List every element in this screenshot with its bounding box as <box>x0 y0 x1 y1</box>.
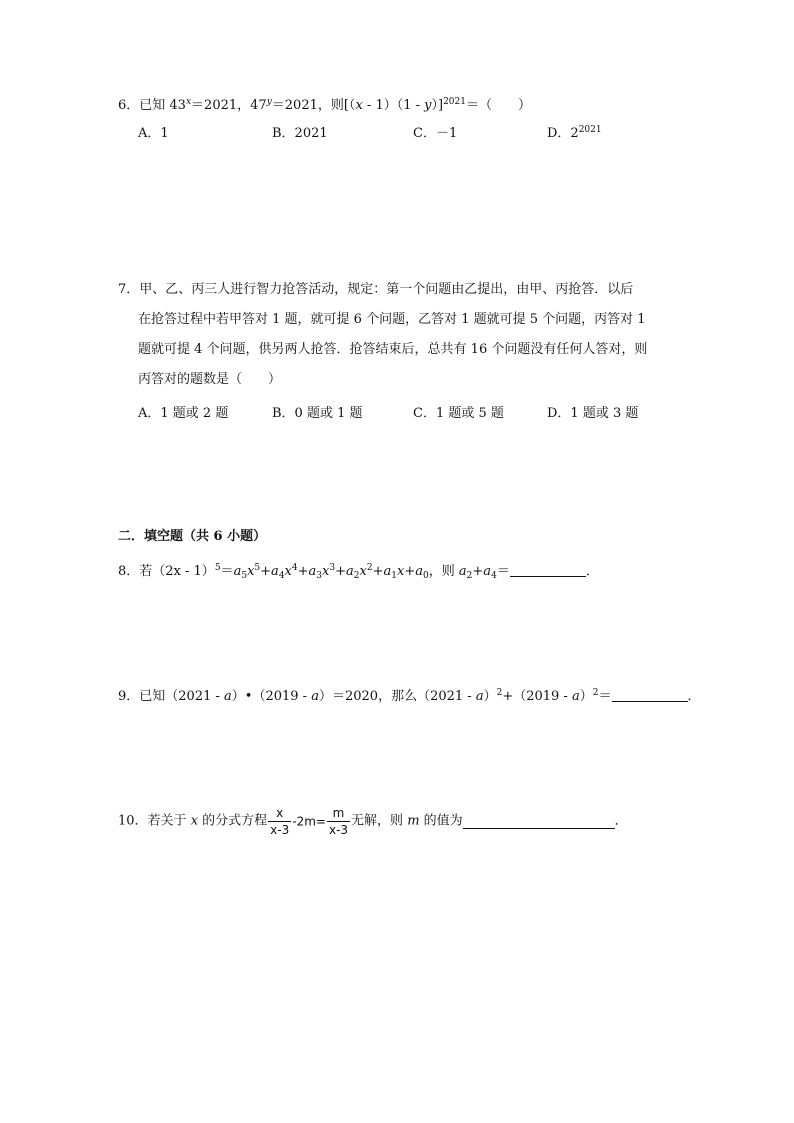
q6-text-mid1: ＝2021，47 <box>191 98 267 113</box>
q8-var-x: x <box>359 564 367 579</box>
q10-period: ． <box>614 813 628 829</box>
q10-text: -2m= <box>292 814 326 829</box>
fraction-numerator: m <box>327 806 350 822</box>
q10-var-m: m <box>407 813 420 829</box>
q6-option-d-exponent: 2021 <box>578 125 602 135</box>
question-7-line-1 <box>118 281 633 299</box>
answer-blank[interactable] <box>463 815 615 829</box>
question-8 <box>118 563 599 581</box>
q8-subscript: 0 <box>423 571 429 581</box>
q8-plus: + <box>404 564 416 579</box>
question-number: 7． <box>118 282 140 297</box>
question-number: 6． <box>118 98 140 113</box>
q8-subscript: 1 <box>391 571 397 581</box>
q9-exponent: 2 <box>496 688 503 698</box>
q10-text: 的分式方程 <box>198 813 268 829</box>
section-heading: 二．填空题（共 6 小题） <box>118 529 267 544</box>
question-7-line-2: 在抢答过程中若甲答对 1 题，就可提 6 个问题，乙答对 1 题就可提 5 个问题，丙答对 1 <box>138 312 646 327</box>
q8-equals: ＝ <box>496 564 510 579</box>
q8-coef-a: a <box>415 564 424 579</box>
q10-text: 若关于 <box>147 813 191 829</box>
q6-var-x: x <box>355 98 363 113</box>
q8-subscript: 3 <box>316 571 323 581</box>
q8-plus: + <box>260 564 272 579</box>
q8-coef-a: a <box>271 564 279 579</box>
q8-plus: + <box>472 564 484 579</box>
q10-text: 无解，则 <box>351 813 408 829</box>
q8-coef-a: a <box>346 564 354 579</box>
q8-exponent: 3 <box>329 563 336 573</box>
q8-exponent: 5 <box>214 563 221 573</box>
fraction-numerator: x <box>268 806 291 822</box>
q10-text: 的值为 <box>419 813 463 829</box>
q8-subscript: 4 <box>278 571 285 581</box>
question-9 <box>118 688 701 706</box>
q6-exponent-y: y <box>266 97 272 107</box>
question-number: 9． <box>118 689 140 704</box>
q9-var-a: a <box>224 689 232 704</box>
q9-exponent: 2 <box>592 688 599 698</box>
q8-equals: ＝ <box>220 564 234 579</box>
q8-coef-a: a <box>308 564 317 579</box>
q9-period: ． <box>687 689 701 704</box>
q8-var-x: x <box>284 564 292 579</box>
q9-text: +（2019 - <box>502 689 572 704</box>
q10-var-x: x <box>190 813 199 829</box>
q9-text: ） <box>579 689 593 704</box>
question-7-line-4: 丙答对的题数是（ ） <box>138 372 282 387</box>
q6-option-c: C．－1 <box>413 126 458 141</box>
q8-coef-a: a <box>458 564 467 579</box>
fraction-denominator: x-3 <box>328 823 349 837</box>
q9-text: ） <box>483 689 497 704</box>
q8-plus: + <box>372 564 384 579</box>
fraction-denominator: x-3 <box>270 823 290 837</box>
q8-coef-a: a <box>483 564 492 579</box>
q6-var-y: y <box>424 98 432 113</box>
q8-var-x: x <box>247 564 255 579</box>
q6-option-a: A．1 <box>138 126 169 141</box>
q8-subscript: 4 <box>491 571 497 581</box>
q9-text: ）•（2019 - <box>231 689 312 704</box>
q7-line-1-text: 甲、乙、丙三人进行智力抢答活动，规定：第一个问题由乙提出，由甲、丙抢答．以后 <box>139 282 634 297</box>
q8-subscript: 5 <box>241 571 248 581</box>
q8-subscript: 2 <box>353 571 360 581</box>
q6-text-mid4: ）] <box>431 98 444 113</box>
q9-text: 已知（2021 - <box>139 689 225 704</box>
q9-text: ）＝2020，那么（2021 - <box>318 689 476 704</box>
q7-option-c: C．1 题或 5 题 <box>413 406 504 421</box>
q8-coef-a: a <box>383 564 392 579</box>
q9-var-a: a <box>311 689 319 704</box>
q7-option-d: D．1 题或 3 题 <box>547 406 639 421</box>
q7-option-a: A．1 题或 2 题 <box>138 406 229 421</box>
answer-blank[interactable] <box>510 563 586 577</box>
q6-exponent-2021: 2021 <box>443 97 466 107</box>
q6-option-d-base: D．2 <box>547 126 579 141</box>
question-number: 10． <box>118 813 148 829</box>
q6-text-mid3: - 1）（1 - <box>362 98 425 113</box>
q9-equals: ＝ <box>598 689 612 704</box>
q6-exponent-x: x <box>185 97 192 107</box>
q8-plus: + <box>297 564 309 579</box>
q8-subscript: 2 <box>466 571 473 581</box>
q8-plus: + <box>335 564 347 579</box>
q8-exponent: 2 <box>366 563 373 573</box>
q8-text: ，则 <box>428 564 459 579</box>
question-6 <box>118 97 531 115</box>
q6-option-b: B．2021 <box>272 126 328 141</box>
q8-coef-a: a <box>233 564 242 579</box>
answer-blank[interactable] <box>612 688 688 702</box>
q8-var-x: x <box>322 564 330 579</box>
q8-text: 若（2x - 1） <box>139 564 215 579</box>
fraction-m-over-x-minus-3 <box>327 806 350 837</box>
q9-var-a: a <box>475 689 484 704</box>
q6-option-d <box>547 125 602 143</box>
question-10 <box>118 806 628 837</box>
fraction-x-over-x-minus-3 <box>268 806 291 837</box>
q7-option-b: B．0 题或 1 题 <box>272 406 363 421</box>
question-7-line-3: 题就可提 4 个问题，供另两人抢答．抢答结束后，总共有 16 个问题没有任何人答对，则 <box>138 342 648 357</box>
q8-period: ． <box>585 564 599 579</box>
question-number: 8． <box>118 564 140 579</box>
q9-var-a: a <box>571 689 580 704</box>
q8-exponent: 5 <box>254 563 261 573</box>
q6-text-pre: 已知 43 <box>139 98 186 113</box>
q8-var-x: x <box>397 564 405 579</box>
q6-text-mid2: ＝2021，则[（ <box>271 98 356 113</box>
q6-text-end: ＝（ ） <box>465 98 531 113</box>
q8-exponent: 4 <box>291 563 298 573</box>
